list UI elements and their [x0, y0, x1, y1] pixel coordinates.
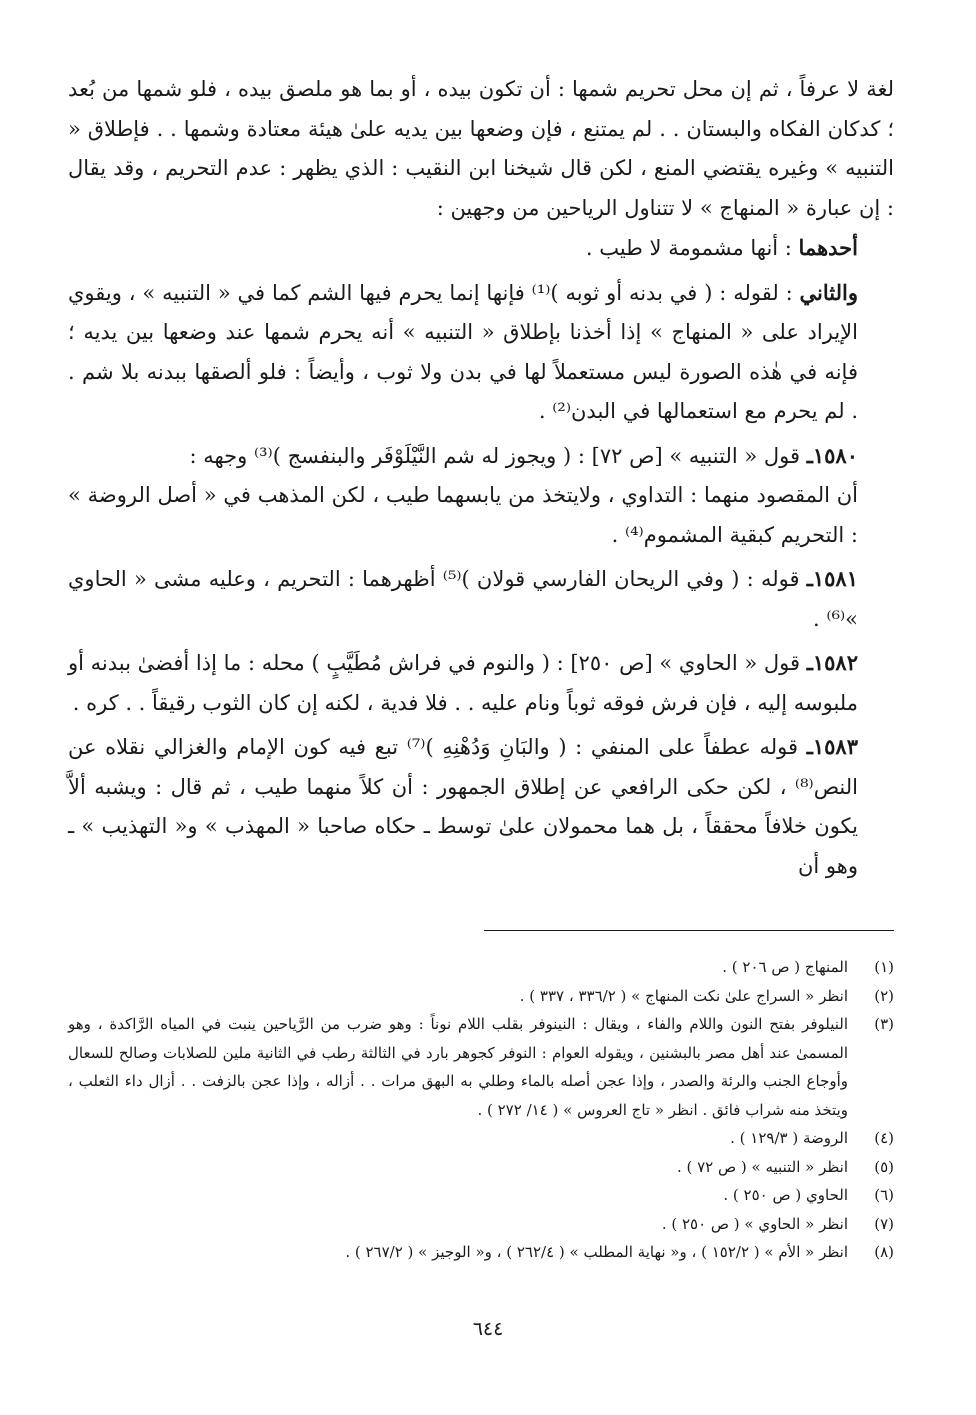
entry-1581	[68, 559, 894, 639]
paragraph-2	[68, 228, 894, 269]
footnote-number: (٨)	[874, 1243, 894, 1261]
footnote-number: (١)	[874, 958, 894, 976]
entry-1580-text: قول « التنبيه » [ص ٧٢] : ( ويجوز له شم النَّيْلَوْفَر والبنفسج )⁽³⁾ وجهه :	[189, 443, 807, 468]
paragraph-2-heading: أحدهما	[798, 235, 858, 260]
entry-1583-text: قوله عطفاً على المنفي : ( والبَانِ وَدُهْنِهِ )⁽⁷⁾ تبع فيه كون الإمام والغزالي نقلاه عن النص⁽⁸⁾ ، لكن حكى الرافعي عن إطلاق الجمهور : أن كلاً منهما طيب ، ثم قال : ويشبه ألاَّ يكون خلافاً محققاً ، بل هما محمولان علىٰ توسط ـ حكاه صاحبا « المهذب » و« التهذيب » ـ وهو أن	[68, 735, 858, 878]
paragraph-3-text: : لقوله : ( في بدنه أو ثوبه )⁽¹⁾ فإنها إنما يحرم فيها الشم كما في « التنبيه » ، ويقوي الإيراد على « المنهاج » إذا أخذنا بإطلاق « التنبيه » أنه يحرم شمها عند وضعها بين يديه ؛ فإنه في هٰذه الصورة ليس مستعملاً لها في بدن ولا ثوب ، وأيضاً : فلو ألصقها ببدنه بلا شم . . لم يحرم مع استعمالها في البدن⁽²⁾ .	[68, 280, 858, 423]
footnote-number: (٥)	[874, 1157, 894, 1176]
footnote-text: انظر « الأم » ( ١٥٢/٢ ) ، و« نهاية المطلب » ( ٢٦٢/٤ ) ، و« الوجيز » ( ٢٦٧/٢ ) .	[345, 1243, 848, 1261]
entry-1581-text: قوله : ( وفي الريحان الفارسي قولان )⁽⁵⁾ أظهرهما : التحريم ، وعليه مشى « الحاوي »⁽⁶⁾ .	[68, 567, 858, 631]
entry-1580	[68, 436, 894, 477]
footnote-1	[68, 953, 894, 982]
footnote-number: (٦)	[874, 1186, 894, 1204]
entry-1580-number: ١٥٨٠ـ	[806, 442, 858, 468]
page-number: ٦٤٤	[472, 1318, 504, 1340]
paragraph-1-text: لغة لا عرفاً ، ثم إن محل تحريم شمها : أن تكون بيده ، أو بما هو ملصق بيده ، فلو شمها من بُعد ؛ كدكان الفكاه والبستان . . لم يمتنع ، فإن وضعها بين يديه علىٰ هيئة معتادة وشمها . . فإطلاق « التنبيه » وغيره يقتضي المنع ، لكن قال شيخنا ابن النقيب : الذي يظهر : عدم التحريم ، وقد يقال : إن عبارة « المنهاج » لا تتناول الرياحين من وجهين :	[68, 77, 894, 220]
footnote-text: انظر « الحاوي » ( ص ٢٥٠ ) .	[661, 1214, 848, 1233]
footnote-divider	[484, 930, 894, 931]
footnote-text: المنهاج ( ص ٢٠٦ ) .	[722, 958, 848, 976]
footnote-number: (٤)	[874, 1129, 894, 1147]
footnotes	[68, 953, 894, 1267]
footnote-text: النيلوفر بفتح النون واللام والفاء ، ويقال : النينوفر بقلب اللام نوناً : وهو ضرب من الرَّياحين ينبت في المياه الرَّاكدة ، وهو المسمىٰ عند أهل مصر بالبشنين ، ويقوله العوام : النوفر كجوهر بارد في الثالثة رطب في الثانية ملين للصلابات وصالح للسعال وأوجاع الجنب والرئة والصدر ، وإذا عجن أصله بالماء وطلي به البهق مرات . . أزاله ، وإذا عجن بالزفت . . أزال داء الثعلب ، ويتخذ منه شراب فائق . انظر « تاج العروس » ( ١٤/ ٢٧٢ ) .	[68, 1015, 848, 1119]
entry-1583-number: ١٥٨٣ـ	[806, 734, 858, 759]
footnote-text: انظر « التنبيه » ( ص ٧٢ ) .	[676, 1157, 848, 1176]
paragraph-2-text: : أنها مشمومة لا طيب .	[585, 236, 799, 260]
footnote-7	[68, 1210, 894, 1239]
footnote-2	[68, 982, 894, 1011]
paragraph-3	[68, 273, 894, 432]
footnote-4	[68, 1124, 894, 1153]
paragraph-5	[68, 476, 894, 555]
footnote-number: (٣)	[874, 1015, 894, 1033]
entry-1582	[68, 643, 894, 723]
paragraph-5-text: أن المقصود منهما : التداوي ، ولايتخذ من يابسهما طيب ، لكن المذهب في « أصل الروضة » : التحريم كبقية المشموم⁽⁴⁾ .	[68, 483, 858, 547]
paragraph-3-heading: والثاني	[799, 279, 859, 305]
footnote-text: الحاوي ( ص ٢٥٠ ) .	[723, 1186, 848, 1204]
footnote-text: انظر « السراج علىٰ نكت المنهاج » ( ٣٣٦/٢ ، ٣٣٧ ) .	[519, 986, 848, 1005]
paragraph-1	[68, 70, 894, 228]
footnote-number: (٢)	[874, 986, 894, 1005]
entry-1582-text: قول « الحاوي » [ص ٢٥٠] : ( والنوم في فراش مُطَيَّبٍ ) محله : ما إذا أفضىٰ ببدنه أو ملبوسه إليه ، فإن فرش فوقه ثوباً ونام عليه . . فلا فدية ، لكنه إن كان الثوب رقيقاً . . كره .	[68, 651, 858, 715]
footnote-3	[68, 1010, 894, 1124]
footnote-6	[68, 1181, 894, 1210]
footnote-text: الروضة ( ١٢٩/٣ ) .	[730, 1129, 848, 1147]
entry-1581-number: ١٥٨١ـ	[806, 566, 858, 591]
footnote-5	[68, 1153, 894, 1182]
entry-1583	[68, 727, 894, 886]
entry-1582-number: ١٥٨٢ـ	[806, 650, 858, 675]
footnote-number: (٧)	[874, 1214, 894, 1233]
footnote-8	[68, 1238, 894, 1267]
main-text	[68, 70, 894, 886]
